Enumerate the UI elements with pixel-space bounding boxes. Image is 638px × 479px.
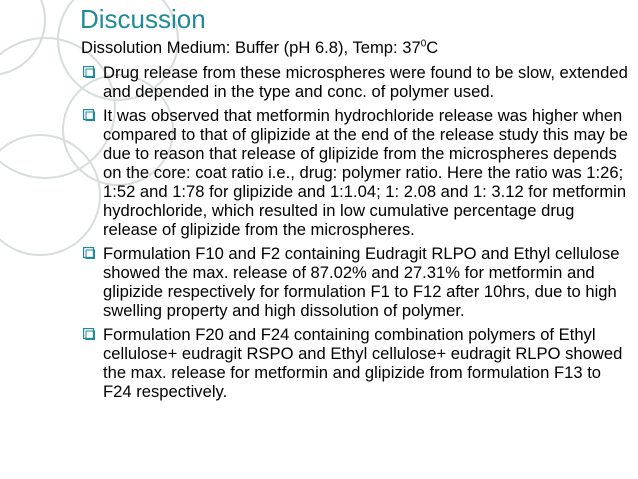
hollow-square-bullet-icon bbox=[83, 66, 95, 78]
bullet-list bbox=[81, 63, 629, 401]
hollow-square-bullet-icon bbox=[83, 328, 95, 340]
slide-title: Discussion bbox=[80, 4, 206, 34]
slide-body bbox=[81, 38, 629, 406]
bullet-item bbox=[81, 325, 629, 401]
bullet-item bbox=[81, 244, 629, 320]
dissolution-subtitle bbox=[81, 38, 629, 57]
subtitle-suffix: C bbox=[426, 38, 439, 57]
subtitle-superscript: 0 bbox=[420, 38, 427, 50]
bullet-text: Drug release from these microspheres were found to be slow, extended and depended in the type and conc. of polymer used. bbox=[103, 63, 628, 101]
bullet-text: Formulation F20 and F24 containing combination polymers of Ethyl cellulose+ eudragit RSPO and Ethyl cellulose+ eudragit RLPO showed the max. release for metformin and glipizide from formulation F13 to F24 respectively. bbox=[103, 325, 623, 401]
bullet-text: It was observed that metformin hydrochloride release was higher when compared to that of glipizide at the end of the release study this may be due to reason that release of glipizide from the microspheres depends on the core: coat ratio i.e., drug: polymer ratio. Here the ratio was 1:26; 1:52 and 1:78 for glipizide and 1:1.04; 1: 2.08 and 1: 3.12 for metformin hydrochloride, which resulted in low cumulative percentage drug release of glipizide from the microspheres. bbox=[103, 106, 628, 239]
hollow-square-bullet-icon bbox=[83, 247, 95, 259]
hollow-square-bullet-icon bbox=[83, 109, 95, 121]
bullet-item bbox=[81, 63, 629, 101]
bullet-text: Formulation F10 and F2 containing Eudragit RLPO and Ethyl cellulose showed the max. release of 87.02% and 27.31% for metformin and glipizide respectively for formulation F1 to F12 after 10hrs, due to high swelling property and high dissolution of polymer. bbox=[103, 244, 620, 320]
bullet-item bbox=[81, 106, 629, 239]
subtitle-prefix: Dissolution Medium: Buffer (pH 6.8), Temp: 37 bbox=[81, 38, 421, 57]
